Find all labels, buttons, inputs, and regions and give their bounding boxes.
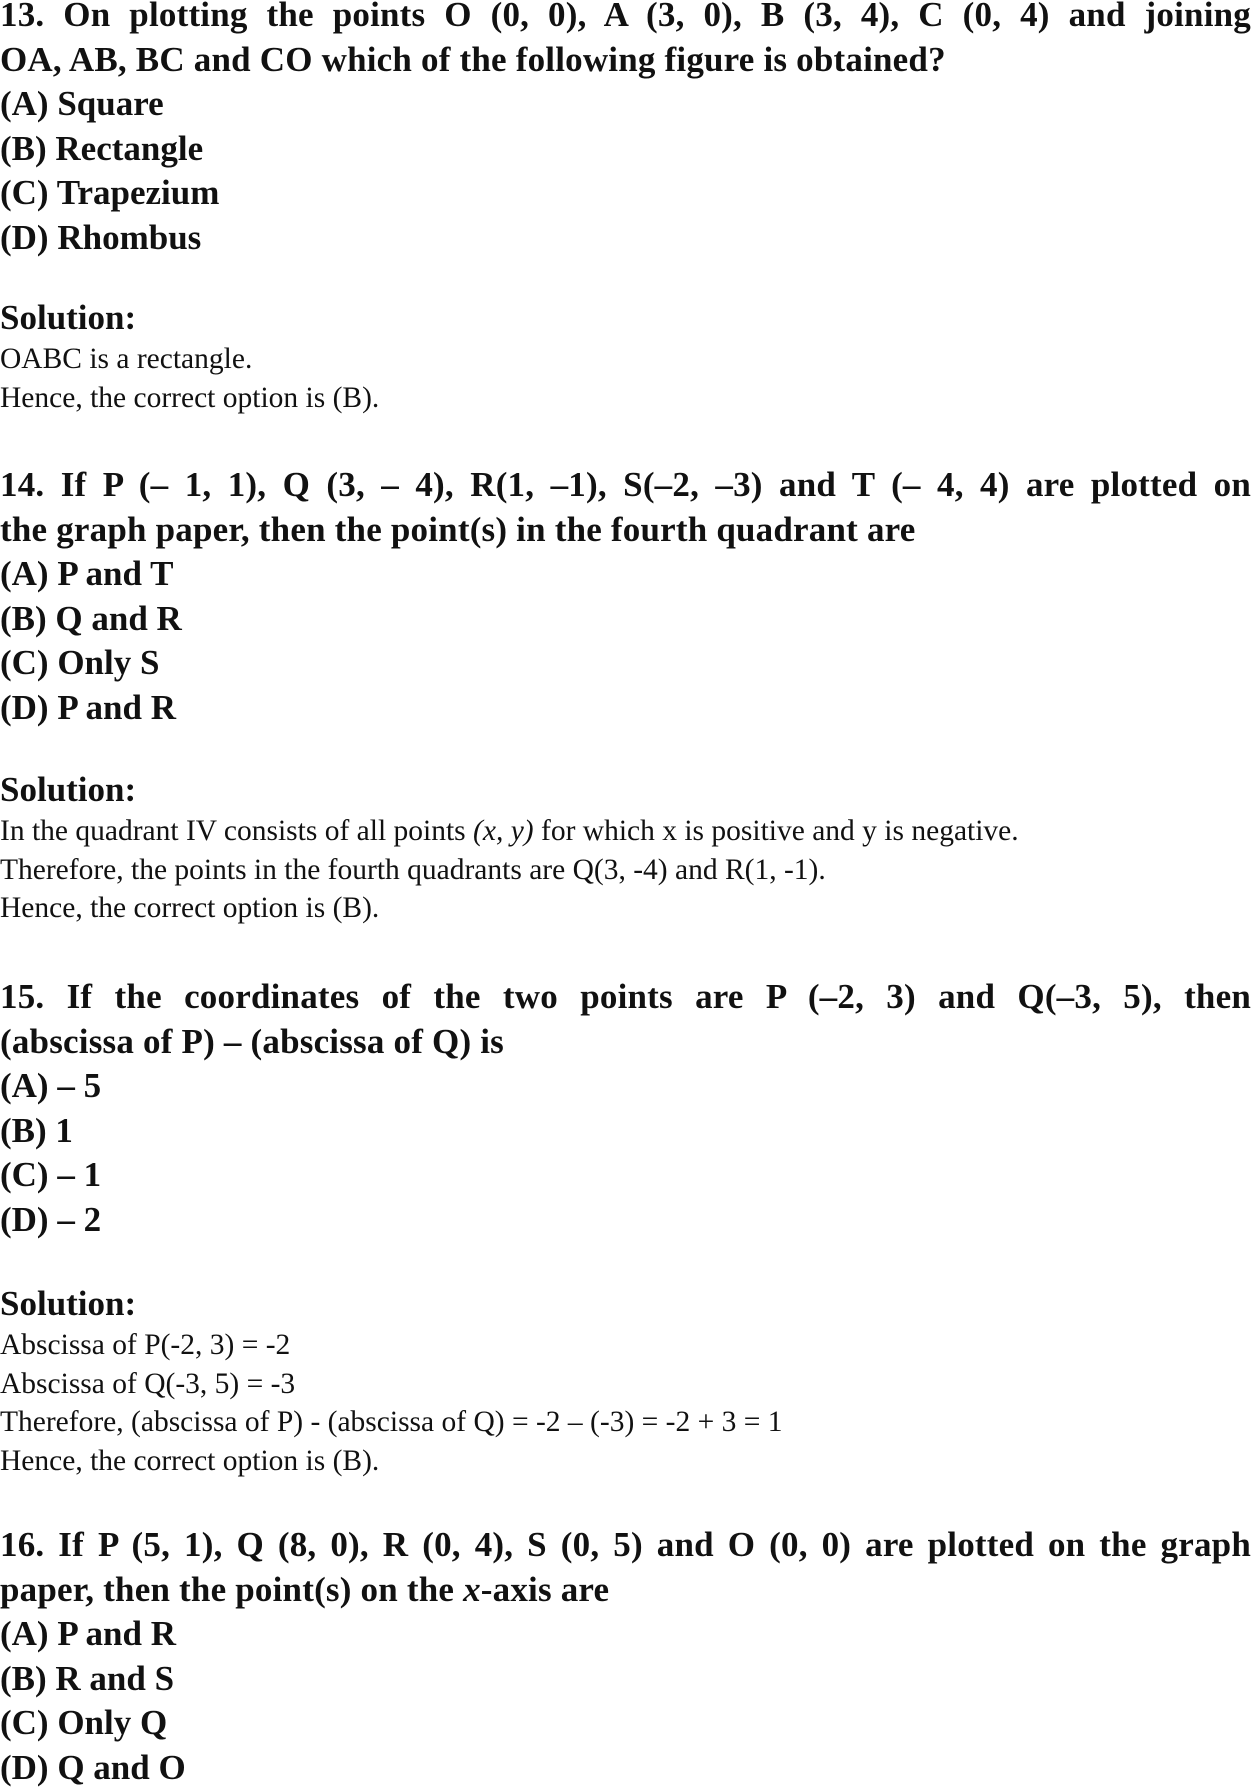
question-stem	[0, 0, 1251, 82]
stem-text: -axis are	[480, 1570, 610, 1609]
solution-title: Solution:	[0, 770, 137, 809]
option-c: (C) Only Q	[0, 1703, 168, 1742]
option-a: (A) – 5	[0, 1066, 102, 1105]
solution-15	[0, 1282, 1251, 1480]
solution-text: In the quadrant IV consists of all points	[0, 815, 474, 847]
option-b: (B) Q and R	[0, 598, 182, 638]
solution-line: Hence, the correct option is (B).	[0, 1444, 380, 1477]
solution-line: Hence, the correct option is (B).	[0, 381, 380, 414]
solution-title: Solution:	[0, 1284, 137, 1323]
solution-math: (x, y)	[473, 815, 534, 847]
question-stem-line: 14. If P (– 1, 1), Q (3, – 4), R(1, –1), S(–2, –3) and T (– 4, 4) are plotted on	[0, 465, 1251, 504]
option-a: (A) Square	[0, 84, 164, 123]
option-c: (C) – 1	[0, 1155, 102, 1194]
option-b: (B) 1	[0, 1110, 73, 1150]
option-d: (D) – 2	[0, 1199, 102, 1239]
solution-text: for which x is positive and y is negative.	[533, 815, 1019, 847]
question-stem-line: 15. If the coordinates of the two points are P (–2, 3) and Q(–3, 5), then	[0, 977, 1251, 1016]
solution-line: Therefore, (abscissa of P) - (abscissa of Q) = -2 – (-3) = -2 + 3 = 1	[0, 1406, 783, 1438]
question-13	[0, 0, 1251, 260]
question-stem-line: (abscissa of P) – (abscissa of Q) is	[0, 1022, 505, 1061]
solution-line: Therefore, the points in the fourth quadrants are Q(3, -4) and R(1, -1).	[0, 853, 826, 886]
question-16	[0, 1522, 1251, 1790]
option-c: (C) Only S	[0, 643, 160, 682]
option-d: (D) Rhombus	[0, 217, 202, 257]
option-b: (B) Rectangle	[0, 128, 204, 168]
question-stem-line	[0, 1567, 1251, 1612]
option-d: (D) Q and O	[0, 1747, 186, 1787]
solution-title: Solution:	[0, 298, 137, 337]
question-stem	[0, 974, 1251, 1064]
question-stem-line: 13. On plotting the points O (0, 0), A (3, 0), B (3, 4), C (0, 4) and joining	[0, 0, 1251, 34]
option-d: (D) P and R	[0, 687, 176, 727]
question-14	[0, 462, 1251, 730]
stem-math: x	[463, 1570, 481, 1609]
solution-line: OABC is a rectangle.	[0, 343, 253, 375]
solution-14	[0, 768, 1251, 928]
question-15	[0, 974, 1251, 1242]
solution-line: Abscissa of Q(-3, 5) = -3	[0, 1367, 296, 1400]
stem-text: paper, then the point(s) on the	[0, 1570, 464, 1609]
question-stem	[0, 1522, 1251, 1612]
solution-line	[0, 812, 1251, 851]
solution-13	[0, 296, 1251, 417]
solution-line: Hence, the correct option is (B).	[0, 892, 380, 924]
question-stem	[0, 462, 1251, 552]
solution-line: Abscissa of P(-2, 3) = -2	[0, 1329, 291, 1361]
option-b: (B) R and S	[0, 1658, 175, 1698]
option-a: (A) P and T	[0, 554, 174, 593]
question-stem-line: 16. If P (5, 1), Q (8, 0), R (0, 4), S (0, 5) and O (0, 0) are plotted on the graph	[0, 1525, 1251, 1564]
option-c: (C) Trapezium	[0, 173, 220, 212]
question-stem-line: the graph paper, then the point(s) in the fourth quadrant are	[0, 510, 916, 549]
question-stem-line: OA, AB, BC and CO which of the following figure is obtained?	[0, 40, 946, 79]
option-a: (A) P and R	[0, 1614, 176, 1653]
